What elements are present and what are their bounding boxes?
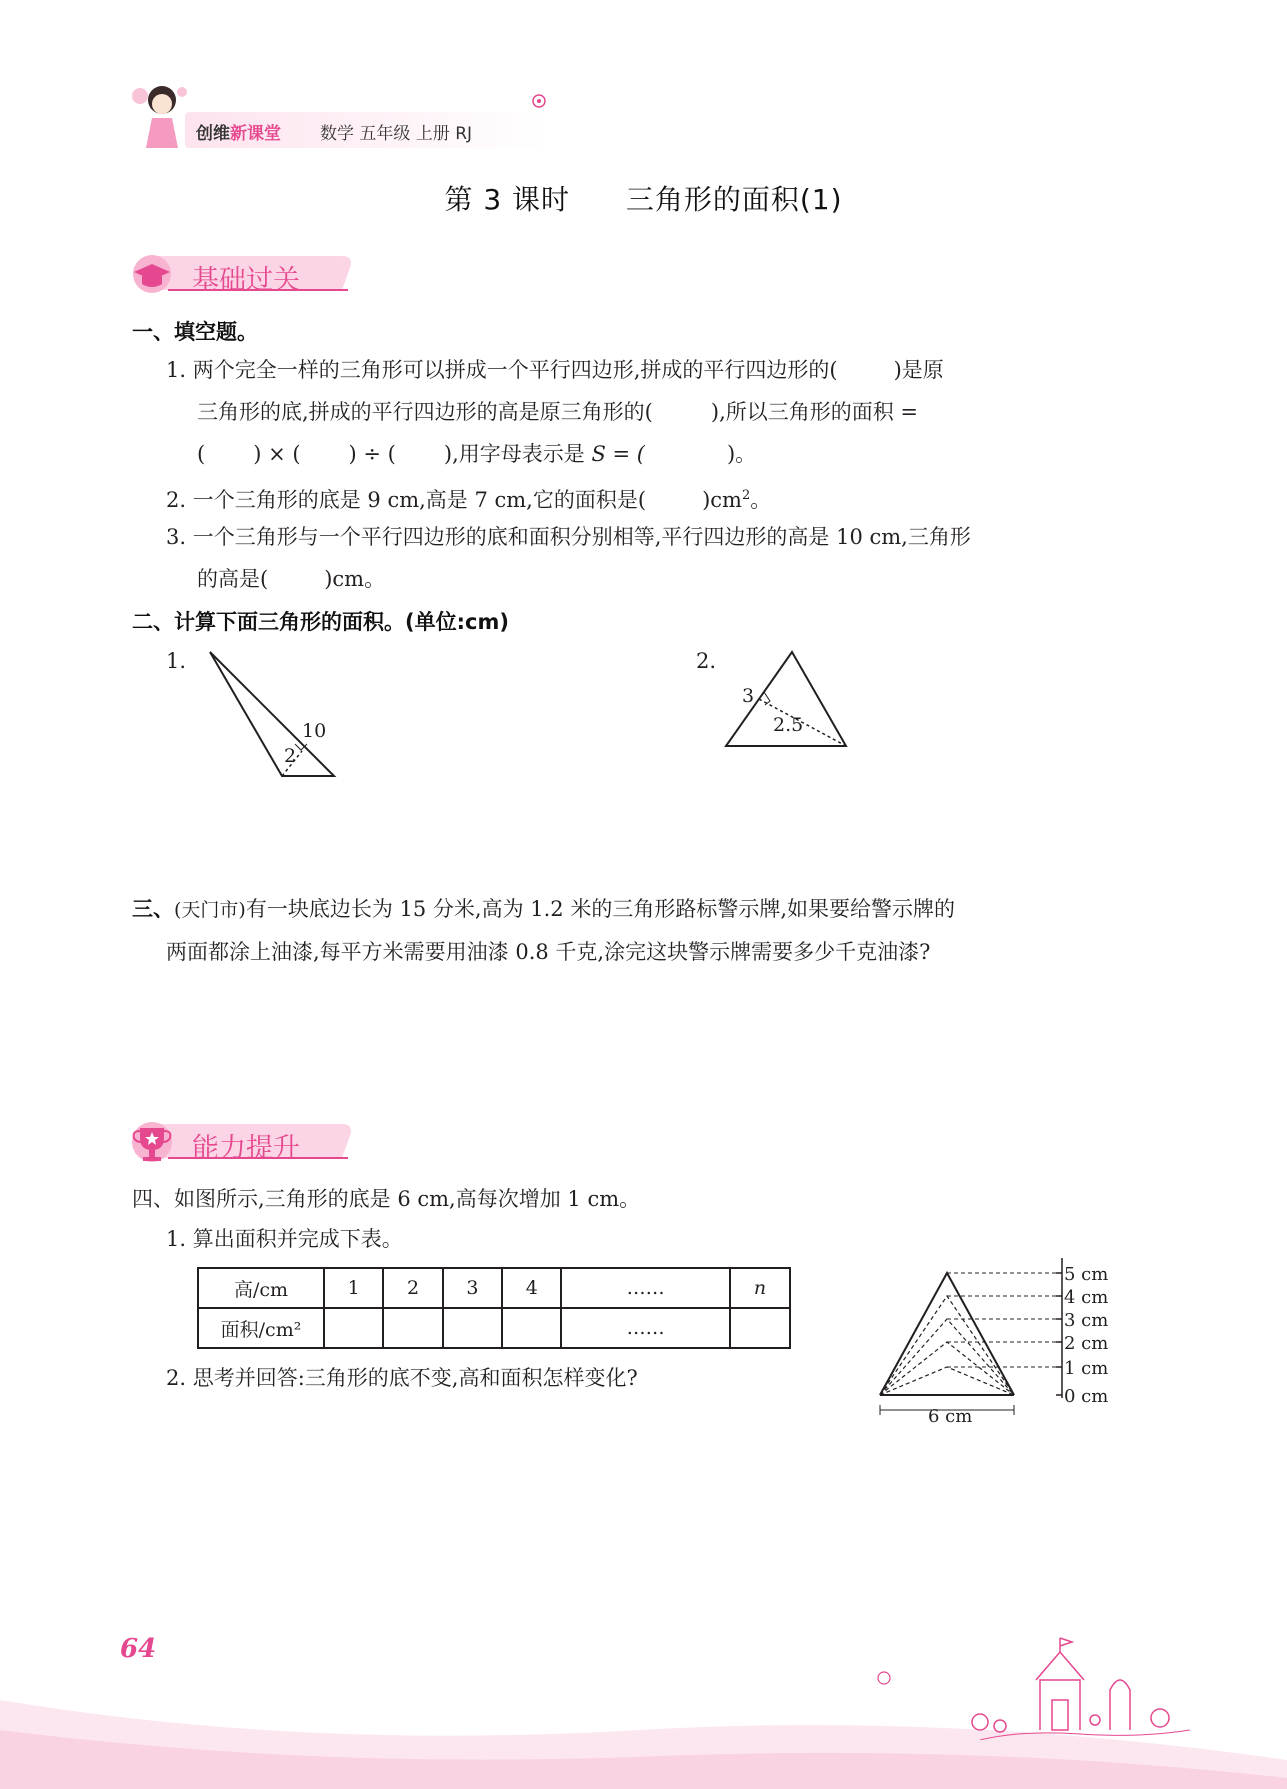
header-subject-line: 数学 五年级 上册 RJ bbox=[320, 124, 473, 144]
figure-1-side-label: 10 bbox=[302, 720, 327, 742]
figure-2-triangle bbox=[720, 648, 860, 752]
table-cell: n bbox=[730, 1268, 790, 1308]
table-answer-cell[interactable] bbox=[443, 1308, 502, 1348]
table-row-area bbox=[198, 1308, 790, 1348]
page-number: 64 bbox=[120, 1634, 157, 1664]
part1-question-2: 2. 一个三角形的底是 9 cm,高是 7 cm,它的面积是( )$cm^2$。 bbox=[166, 488, 772, 512]
table-answer-cell[interactable] bbox=[730, 1308, 790, 1348]
level-label-2: 2 cm bbox=[1064, 1333, 1109, 1354]
table-cell: 3 bbox=[443, 1268, 502, 1308]
table-cell: 1 bbox=[324, 1268, 383, 1308]
part2-heading: 二、计算下面三角形的面积。(单位:cm) bbox=[132, 610, 509, 634]
stacked-triangles-figure bbox=[872, 1250, 1122, 1430]
table-cell: …… bbox=[561, 1268, 729, 1308]
table-cell: …… bbox=[561, 1308, 729, 1348]
lesson-number: 第 3 课时 bbox=[444, 183, 571, 216]
lesson-title: 三角形的面积(1) bbox=[625, 183, 843, 216]
trophy-icon bbox=[128, 1120, 180, 1164]
table-cell: 4 bbox=[502, 1268, 561, 1308]
table-header-height: 高/cm bbox=[198, 1268, 324, 1308]
header-brand: 创维新课堂 bbox=[196, 124, 281, 144]
figure-1-triangle bbox=[200, 648, 350, 778]
part1-question-1: 1. 两个完全一样的三角形可以拼成一个平行四边形,拼成的平行四边形的( )是原 三角形的底,拼成的平行四边形的高是原三角形的( ),所以三角形的面积 = ( ) × ( ) ÷ ( ),用字母表示是 S = ( )。 bbox=[166, 358, 944, 466]
figure-2-side-label: 3 bbox=[742, 685, 755, 707]
graduation-cap-icon bbox=[128, 254, 180, 294]
banner-basic-label: 基础过关 bbox=[192, 265, 300, 296]
level-label-3: 3 cm bbox=[1064, 1310, 1109, 1331]
page-title bbox=[0, 178, 1287, 218]
flower-icon bbox=[530, 92, 548, 110]
part3-problem: 三、(天门市)有一块底边长为 15 分米,高为 1.2 米的三角形路标警示牌,如果要给警示牌的 两面都涂上油漆,每平方米需要用油漆 0.8 千克,涂完这块警示牌需要多少千克油漆? bbox=[132, 897, 955, 964]
flower-icon bbox=[872, 1668, 896, 1688]
level-label-0: 0 cm bbox=[1064, 1386, 1109, 1407]
table-cell: 2 bbox=[383, 1268, 442, 1308]
table-answer-cell[interactable] bbox=[502, 1308, 561, 1348]
figure-1-height-label: 2 bbox=[284, 745, 297, 767]
figure-2-height-label: 2.5 bbox=[773, 714, 804, 736]
area-table bbox=[197, 1267, 791, 1349]
table-row-height bbox=[198, 1268, 790, 1308]
part4-question-2: 2. 思考并回答:三角形的底不变,高和面积怎样变化? bbox=[166, 1366, 638, 1390]
level-label-1: 1 cm bbox=[1064, 1358, 1109, 1379]
section-banner-ability bbox=[128, 1118, 358, 1164]
part4-question-1: 1. 算出面积并完成下表。 bbox=[166, 1227, 403, 1251]
table-answer-cell[interactable] bbox=[324, 1308, 383, 1348]
table-header-area: 面积/cm² bbox=[198, 1308, 324, 1348]
part1-heading: 一、填空题。 bbox=[132, 320, 258, 344]
header-girl-illustration bbox=[128, 78, 192, 150]
level-label-4: 4 cm bbox=[1064, 1287, 1109, 1308]
figure-1-number: 1. bbox=[166, 649, 187, 673]
table-answer-cell[interactable] bbox=[383, 1308, 442, 1348]
banner-ability-label: 能力提升 bbox=[192, 1133, 300, 1164]
part1-question-3: 3. 一个三角形与一个平行四边形的底和面积分别相等,平行四边形的高是 10 cm,三角形 的高是( )cm。 bbox=[166, 525, 971, 591]
part4-heading: 四、如图所示,三角形的底是 6 cm,高每次增加 1 cm。 bbox=[132, 1187, 641, 1211]
figure-2-number: 2. bbox=[696, 649, 717, 673]
section-banner-basic bbox=[128, 250, 358, 296]
level-label-5: 5 cm bbox=[1064, 1264, 1109, 1285]
castle-illustration bbox=[960, 1630, 1190, 1740]
base-label: 6 cm bbox=[928, 1406, 973, 1427]
